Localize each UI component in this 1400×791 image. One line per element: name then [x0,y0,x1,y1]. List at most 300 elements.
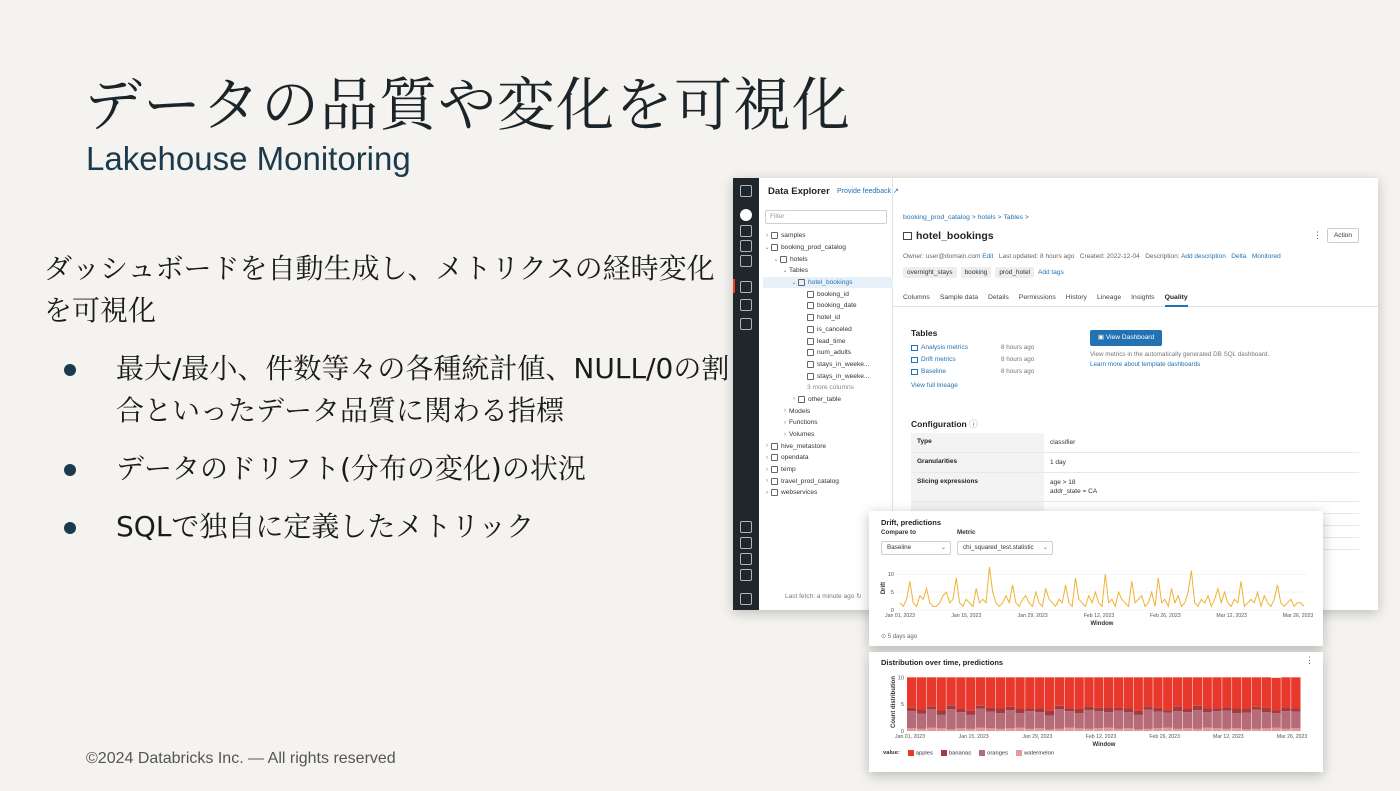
bar-segment-bananas [1065,708,1074,711]
tab-quality[interactable]: Quality [1165,291,1188,307]
bar-segment-watermelon [1074,728,1083,731]
tag[interactable]: booking [961,267,992,278]
tree-node-label: hotel_id [817,314,841,322]
tree-node[interactable] [763,475,893,487]
x-tick-label: Feb 12, 2023 [1083,613,1115,619]
bar-segment-oranges [1055,709,1064,729]
bar-segment-bananas [946,705,955,709]
bar-segment-bananas [1183,709,1192,712]
edit-owner-link[interactable]: Edit [982,253,994,260]
user-icon[interactable] [740,553,752,565]
filter-input[interactable]: Filter [765,210,887,224]
bar-segment-oranges [937,715,946,728]
bar-segment-watermelon [1114,729,1123,731]
chevron-icon[interactable]: › [784,419,786,426]
tree-node[interactable] [763,312,893,324]
bar-segment-oranges [1291,712,1300,729]
delta-badge[interactable]: Delta [1231,253,1247,260]
bar-segment-bananas [996,708,1005,713]
bar-segment-bananas [1104,707,1113,712]
view-dashboard-label: View Dashboard [1105,334,1155,341]
tree-node-label: stays_in_weeke... [817,372,870,380]
legend-swatch [1016,750,1022,756]
tree-node[interactable] [763,487,893,499]
bar-segment-watermelon [1193,729,1202,731]
bar-segment-oranges [1025,711,1034,729]
bullet-list [60,348,740,564]
bar-segment-apples [1271,678,1280,710]
bar-segment-bananas [1094,708,1103,711]
y-tick-label: 5 [890,590,894,597]
y-axis-label: Drift [881,581,887,595]
bar-segment-oranges [1104,712,1113,728]
bar-segment-bananas [1084,706,1093,710]
tree-node[interactable] [763,277,893,289]
bar-segment-apples [1124,677,1133,708]
tree-node[interactable] [763,359,893,371]
history-icon[interactable] [740,318,752,330]
tab-history[interactable]: History [1065,294,1087,301]
config-row [911,453,1359,473]
bar-segment-apples [1173,677,1182,706]
bar-segment-watermelon [1252,729,1261,731]
drift-card-title: Drift, predictions [881,518,942,527]
view-dashboard-button[interactable]: ▣ View Dashboard [1090,330,1162,346]
x-tick-label: Feb 26, 2023 [1150,613,1181,619]
collapse-sidebar-icon[interactable] [740,593,752,605]
bar-segment-apples [1104,677,1113,707]
tree-node[interactable] [763,429,893,441]
tree-node-label: hotel_bookings [808,279,853,287]
tree-node-label: lead_time [817,337,846,345]
bar-segment-watermelon [1212,728,1221,731]
bullet-text: データのドリフト(分布の変化)の状況 [116,452,586,485]
bar-segment-apples [1242,677,1251,709]
tree-node-label: Functions [789,419,818,427]
legend-swatch [941,750,947,756]
tree-node[interactable] [763,370,893,382]
bar-segment-bananas [1153,708,1162,712]
bar-segment-oranges [986,712,995,729]
alerts-icon[interactable] [740,299,752,311]
legend-label: apples [915,750,933,757]
legend-item[interactable] [908,750,933,757]
bar-segment-oranges [1193,710,1202,729]
bar-segment-apples [1094,677,1103,708]
bar-segment-oranges [1143,710,1152,729]
bar-segment-bananas [1025,708,1034,711]
bar-segment-oranges [1242,713,1251,730]
tree-node[interactable] [763,382,893,394]
table-title [903,230,994,242]
sql-editor-icon[interactable] [740,225,752,237]
bar-segment-apples [917,677,926,709]
data-icon[interactable] [740,209,752,221]
bar-segment-apples [1025,677,1034,708]
tag[interactable]: overnight_stays [903,267,957,278]
legend-label: bananas [948,750,972,757]
bar-segment-apples [1006,677,1015,707]
configuration-heading [911,418,978,430]
tree-node[interactable] [763,300,893,312]
bar-segment-oranges [1094,711,1103,728]
slide-intro: ダッシュボードを自動生成し、メトリクスの経時変化を可視化 [44,252,715,327]
chevron-icon[interactable]: › [766,466,768,473]
bar-segment-apples [1074,677,1083,709]
metric-label: Metric [957,529,976,536]
tree-node[interactable] [763,230,893,242]
bar-segment-apples [1065,677,1074,708]
x-axis-label: Window [1092,742,1116,748]
catalog-icon[interactable] [740,281,752,293]
legend-swatch [979,750,985,756]
bar-segment-oranges [1074,713,1083,728]
tree-node-label: hotels [790,255,808,263]
baseline-link[interactable] [911,368,946,375]
bar-segment-bananas [1134,711,1143,715]
bar-segment-watermelon [956,728,965,731]
tree-node-label: opendata [781,454,809,462]
bar-segment-apples [1134,677,1143,710]
legend-item[interactable] [1016,750,1054,757]
tab-columns[interactable]: Columns [903,294,930,301]
bar-segment-watermelon [996,729,1005,731]
workspace-icon[interactable] [740,185,752,197]
bar-segment-apples [1153,677,1162,708]
bar-segment-bananas [986,708,995,712]
dashboards-icon[interactable] [740,255,752,267]
bar-segment-watermelon [937,728,946,731]
bar-segment-watermelon [1222,729,1231,731]
bar-segment-apples [1281,677,1290,707]
bar-segment-oranges [1035,712,1044,728]
add-tags-link[interactable]: Add tags [1038,269,1064,276]
config-row [911,473,1359,502]
meta-description-label: Description: [1145,253,1180,260]
tree-node-label: hive_metastore [781,442,827,450]
tab-sample-data[interactable]: Sample data [939,294,978,301]
grid-icon [911,369,918,375]
provide-feedback-link[interactable]: Provide feedback ↗ [837,188,899,195]
tree-node[interactable] [763,288,893,300]
tree-node-label: booking_id [817,290,849,298]
tree-node-label: is_canceled [817,325,852,333]
info-icon[interactable]: ⓘ [969,419,978,429]
explorer-title: Data Explorer [768,186,830,197]
tree-node[interactable] [763,452,893,464]
chevron-icon[interactable]: › [766,478,768,485]
bar-segment-apples [986,677,995,708]
y-axis-label: Count distribution [891,676,897,728]
chevron-icon[interactable]: › [766,489,768,496]
legend-label: watermelon [1024,750,1055,757]
bar-segment-bananas [927,706,936,709]
drift-metrics-link[interactable] [911,356,956,363]
chevron-icon[interactable]: › [784,431,786,438]
distribution-stacked-bar-chart [869,652,1323,752]
column-icon [807,314,814,321]
bar-segment-watermelon [966,729,975,731]
settings-icon[interactable] [740,569,752,581]
tab-insights[interactable]: Insights [1131,294,1155,301]
bar-segment-watermelon [1006,728,1015,731]
bar-segment-bananas [1015,709,1024,713]
tag-list [903,267,1064,278]
help-icon[interactable] [740,537,752,549]
tree-node[interactable] [763,347,893,359]
drift-series-line [900,567,1304,606]
bar-segment-apples [1084,677,1093,706]
bar-segment-watermelon [1183,728,1192,731]
bar-segment-bananas [966,711,975,715]
bar-segment-oranges [1212,711,1221,728]
bar-segment-apples [1114,677,1123,708]
table-icon [903,232,912,240]
dashboard-note-text: View metrics in the automatically generated DB SQL dashboard. [1090,351,1270,358]
tree-node[interactable] [763,464,893,476]
chevron-icon[interactable]: ⌄ [764,245,770,252]
slide-subtitle: Lakehouse Monitoring [86,140,411,177]
bar-segment-bananas [1212,708,1221,711]
bar-segment-oranges [1006,710,1015,728]
tree-node[interactable] [763,242,893,254]
bullet-dot [64,522,76,534]
legend-label: oranges [987,750,1009,757]
catalog-icon [771,443,778,450]
bar-segment-watermelon [1015,728,1024,731]
bar-segment-watermelon [946,729,955,731]
bullet-text: SQLで独自に定義したメトリック [116,510,535,543]
bar-segment-apples [1035,677,1044,708]
bar-segment-watermelon [1262,728,1271,731]
tree-node[interactable] [763,253,893,265]
bar-segment-watermelon [1104,728,1113,731]
bar-segment-bananas [1114,708,1123,711]
bar-segment-apples [946,677,955,705]
bar-segment-bananas [1006,707,1015,710]
tree-node-label: travel_prod_catalog [781,477,839,485]
bar-segment-oranges [1271,713,1280,727]
column-icon [807,326,814,333]
bar-segment-bananas [976,706,985,709]
y-tick-label: 0 [890,608,894,614]
chevron-icon[interactable]: › [766,443,768,450]
bar-segment-bananas [1232,708,1241,713]
bar-segment-oranges [1084,710,1093,729]
catalog-icon [780,256,787,263]
chevron-down-icon: ⌄ [940,544,946,551]
bar-segment-watermelon [1124,728,1133,731]
tree-node-label: Tables [789,267,809,275]
x-axis-label: Window [1090,621,1114,627]
column-icon [807,302,814,309]
distribution-chart-card [869,652,1323,772]
tree-node[interactable] [763,335,893,347]
config-key: Slicing expressions [911,473,1044,501]
copyright-footer: ©2024 Databricks Inc. — All rights reserved [86,750,396,767]
action-button[interactable]: Action [1327,228,1359,243]
bar-segment-bananas [1045,711,1054,716]
quality-table-time: 8 hours ago [1001,368,1035,375]
bar-segment-oranges [1114,711,1123,729]
config-value: classifier [1050,439,1076,446]
bar-segment-bananas [1055,706,1064,709]
legend-item[interactable] [941,750,971,757]
bar-segment-watermelon [1203,728,1212,731]
x-tick-label: Mar 26, 2023 [1276,734,1308,740]
catalog-icon [771,466,778,473]
chevron-icon[interactable]: ⌄ [773,256,779,263]
bar-segment-bananas [937,710,946,715]
config-row [911,433,1359,453]
compare-to-label: Compare to [881,529,916,536]
x-tick-label: Jan 29, 2023 [1022,734,1053,740]
table-name: hotel_bookings [916,230,994,242]
chevron-down-icon: ⌄ [1042,544,1048,551]
column-icon [807,349,814,356]
bar-segment-oranges [1173,711,1182,729]
x-tick-label: Mar 12, 2023 [1216,613,1247,619]
kebab-menu-icon[interactable]: ⋮ [1305,655,1314,665]
tab-details[interactable]: Details [988,294,1009,301]
chevron-icon[interactable]: ⌄ [782,268,788,275]
bar-segment-apples [1183,677,1192,709]
column-icon [807,373,814,380]
bar-segment-oranges [1065,711,1074,728]
grid-icon [911,345,918,351]
bar-segment-bananas [1035,708,1044,712]
catalog-icon [771,232,778,239]
chevron-icon[interactable]: › [784,408,786,415]
quality-table-name[interactable]: Analysis metrics [921,344,968,351]
compare-to-value: Baseline [887,544,912,551]
bar-segment-bananas [1074,709,1083,713]
y-tick-label: 0 [900,729,904,735]
tree-node[interactable] [763,265,893,277]
bar-segment-watermelon [907,728,916,731]
tree-node-label: 3 more columns [807,384,854,392]
bar-segment-bananas [1281,707,1290,711]
y-tick-label: 5 [900,702,904,709]
bar-segment-oranges [1222,711,1231,729]
bar-segment-watermelon [1084,729,1093,731]
bullet-item [60,448,740,490]
bar-segment-watermelon [1232,728,1241,731]
catalog-icon [771,478,778,485]
dashboard-note [1090,350,1269,370]
bar-segment-apples [956,677,965,709]
distribution-legend [883,750,1054,757]
view-full-lineage-link[interactable]: View full lineage [911,382,958,389]
bar-segment-bananas [1242,709,1251,713]
bullet-dot [64,464,76,476]
bar-segment-apples [966,677,975,710]
quality-table-time: 8 hours ago [1001,356,1035,363]
bar-segment-apples [927,677,936,706]
catalog-icon [771,244,778,251]
tree-node[interactable] [763,405,893,417]
tree-node[interactable] [763,417,893,429]
tag[interactable]: prod_hotel [995,267,1034,278]
tree-node[interactable] [763,324,893,336]
partner-connect-icon[interactable] [740,521,752,533]
drift-line-chart [869,511,1323,631]
bar-segment-oranges [1015,713,1024,727]
legend-swatch [908,750,914,756]
queries-icon[interactable] [740,240,752,252]
monitored-badge[interactable]: Monitored [1251,253,1281,260]
tab-permissions[interactable]: Permissions [1018,294,1056,301]
legend-item[interactable] [979,750,1008,757]
bar-segment-oranges [966,715,975,729]
drift-updated-time: ⊙ 5 days ago [881,634,918,640]
bar-segment-oranges [1134,715,1143,729]
bar-segment-bananas [1252,707,1261,710]
column-icon [807,338,814,345]
x-tick-label: Jan 15, 2023 [951,613,982,619]
bar-segment-apples [1193,677,1202,705]
quality-table-name[interactable]: Baseline [921,368,946,375]
tree-node[interactable] [763,440,893,452]
bar-segment-oranges [956,712,965,728]
config-key: Granularities [911,453,1044,472]
breadcrumb[interactable]: booking_prod_catalog > hotels > Tables > [903,214,1029,221]
bar-segment-oranges [1163,713,1172,728]
bar-segment-apples [1212,677,1221,708]
tree-node[interactable] [763,394,893,406]
bullet-item [60,348,740,432]
add-description-link[interactable]: Add description [1181,253,1226,260]
catalog-icon [771,454,778,461]
x-tick-label: Jan 01, 2023 [885,613,915,619]
y-tick-label: 10 [897,675,904,682]
bar-segment-apples [976,677,985,705]
bar-segment-oranges [976,708,985,727]
bar-segment-apples [1222,677,1231,707]
config-value: 1 day [1050,459,1066,466]
bar-segment-bananas [917,710,926,714]
chevron-icon[interactable]: › [793,396,795,403]
tab-lineage[interactable]: Lineage [1096,294,1122,301]
tree-node-label: temp [781,466,796,474]
chevron-icon[interactable]: › [766,232,768,239]
bar-segment-watermelon [927,728,936,731]
bar-segment-bananas [1124,708,1133,712]
bar-segment-apples [1262,677,1271,708]
bar-segment-oranges [946,709,955,729]
bar-segment-watermelon [1025,729,1034,731]
chevron-icon[interactable]: › [766,454,768,461]
bar-segment-apples [937,677,946,710]
catalog-icon [798,396,805,403]
kebab-menu-icon[interactable]: ⋮ [1313,230,1322,240]
template-dashboards-link[interactable]: Learn more about template dashboards [1090,361,1201,368]
quality-table-name[interactable]: Drift metrics [921,356,956,363]
bar-segment-apples [1163,677,1172,710]
tree-node-label: booking_prod_catalog [781,244,846,252]
bar-segment-apples [1045,677,1054,710]
bar-segment-oranges [1262,712,1271,728]
x-tick-label: Feb 12, 2023 [1085,734,1117,740]
bar-segment-oranges [917,714,926,729]
analysis-metrics-link[interactable] [911,344,968,351]
chevron-icon[interactable]: ⌄ [791,280,797,287]
tree-node-label: other_table [808,395,841,403]
last-fetch-status[interactable]: Last fetch: a minute ago ↻ [785,593,862,600]
bar-segment-oranges [907,711,916,728]
x-tick-label: Mar 12, 2023 [1213,734,1244,740]
bar-segment-oranges [1252,710,1261,729]
